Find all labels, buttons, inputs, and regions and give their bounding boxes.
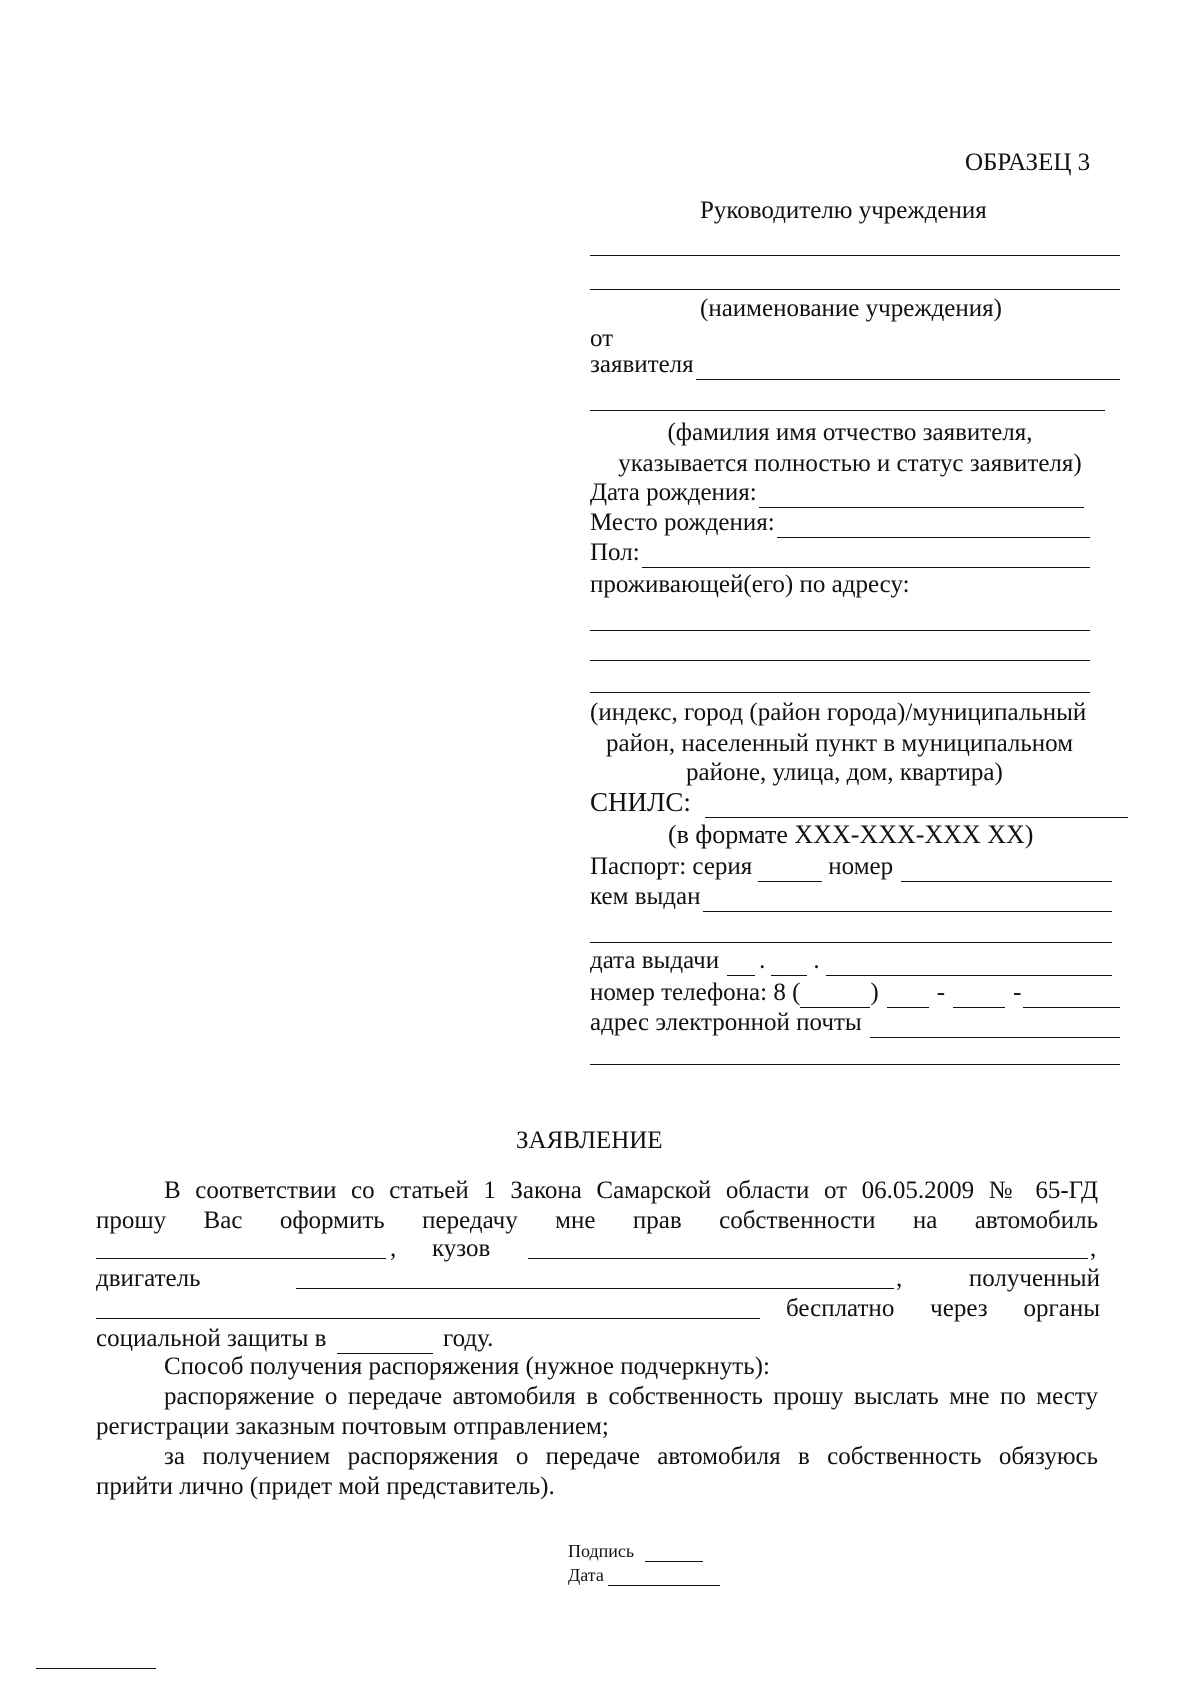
birth-place-field <box>777 515 1090 538</box>
signature-label: Подпись <box>568 1541 635 1561</box>
address-caption-2: район, населенный пункт в муниципальном <box>606 730 1074 757</box>
sex-field <box>642 545 1090 568</box>
sex-label: Пол: <box>590 539 640 566</box>
passport-number-field <box>901 859 1112 882</box>
phone-part-1-field <box>887 985 929 1008</box>
issue-date-separator: . <box>813 947 820 974</box>
year-field <box>337 1331 433 1354</box>
issue-date-row <box>590 946 1112 976</box>
issue-date-separator: . <box>759 947 766 974</box>
applicant-label: заявителя <box>590 351 694 378</box>
address-line-2 <box>590 660 1090 661</box>
issue-day-field <box>727 953 755 976</box>
vehicle-body-field <box>528 1236 1088 1259</box>
email-label: адрес электронной почты <box>590 1009 862 1036</box>
received-label: полученный <box>968 1265 1100 1292</box>
issued-by-row <box>590 882 1112 912</box>
applicant-caption-1: (фамилия имя отчество заявителя, <box>667 419 1033 446</box>
passport-number-label: номер <box>828 853 894 880</box>
snils-field <box>705 795 1128 818</box>
sex-row <box>590 538 1090 568</box>
address-line-1 <box>590 630 1090 631</box>
date-field <box>608 1569 720 1586</box>
phone-row <box>590 978 1120 1008</box>
address-caption-1: (индекс, город (район города)/муниципальный <box>590 699 1087 726</box>
birth-date-field <box>759 485 1084 508</box>
institution-line-2 <box>590 289 1120 290</box>
email-field <box>870 1015 1120 1038</box>
institution-caption: (наименование учреждения) <box>700 295 1002 322</box>
addressee-label: Руководителю учреждения <box>700 197 987 224</box>
footnote-separator <box>36 1668 156 1669</box>
social-label: социальной защиты в <box>96 1325 327 1352</box>
signature-field <box>645 1545 703 1562</box>
option-1-line-1[interactable]: распоряжение о передаче автомобиля в собственность прошу выслать мне по месту <box>164 1383 1098 1410</box>
snils-row <box>590 786 1128 818</box>
passport-series-field <box>758 859 822 882</box>
option-1-line-2[interactable]: регистрации заказным почтовым отправлением; <box>96 1413 609 1440</box>
received-field <box>96 1296 760 1319</box>
email-line-2 <box>590 1064 1120 1065</box>
comma: , <box>390 1235 397 1262</box>
vehicle-body-row <box>96 1234 1100 1264</box>
comma: , <box>896 1265 903 1292</box>
phone-label: номер телефона: 8 ( <box>590 979 801 1006</box>
phone-bracket: ) <box>870 979 879 1006</box>
issued-by-line-2 <box>590 942 1112 943</box>
from-label: от <box>590 325 614 352</box>
issued-by-field <box>703 889 1113 912</box>
body-line-2: прошу Вас оформить передачу мне прав собственности на автомобиль <box>96 1207 1098 1234</box>
statement-title: ЗАЯВЛЕНИЕ <box>516 1127 663 1154</box>
residing-label: проживающей(его) по адресу: <box>590 571 910 598</box>
applicant-field <box>696 357 1120 380</box>
option-2-line-1[interactable]: за получением распоряжения о передаче автомобиля в собственность обязуюсь <box>164 1443 1098 1470</box>
social-row <box>96 1324 493 1354</box>
birth-place-label: Место рождения: <box>590 509 775 536</box>
method-label: Способ получения распоряжения (нужное подчеркнуть): <box>164 1353 770 1380</box>
applicant-row <box>590 350 1120 380</box>
birth-date-label: Дата рождения: <box>590 479 757 506</box>
passport-series-label: Паспорт: серия <box>590 853 753 880</box>
vehicle-model-field <box>96 1236 386 1259</box>
applicant-line-2 <box>590 410 1105 411</box>
comma: , <box>1090 1235 1097 1262</box>
free-via-label: бесплатно через органы <box>786 1295 1100 1322</box>
issue-date-label: дата выдачи <box>590 947 720 974</box>
snils-label: СНИЛС: <box>590 787 691 817</box>
applicant-caption-2: указывается полностью и статус заявителя) <box>618 450 1082 477</box>
institution-line-1 <box>590 255 1120 256</box>
phone-dash: - <box>1013 979 1022 1006</box>
date-row <box>568 1564 720 1586</box>
phone-code-field <box>800 985 870 1008</box>
phone-part-3-field <box>1023 985 1120 1008</box>
address-caption-3: районе, улица, дом, квартира) <box>686 759 1003 786</box>
phone-dash: - <box>936 979 946 1006</box>
birth-date-row <box>590 478 1084 508</box>
sample-label: ОБРАЗЕЦ 3 <box>965 149 1091 176</box>
issue-year-field <box>826 953 1112 976</box>
address-line-3 <box>590 692 1090 693</box>
date-label: Дата <box>568 1565 604 1585</box>
option-2-line-2[interactable]: прийти лично (придет мой представитель). <box>96 1473 555 1500</box>
engine-field <box>296 1266 894 1289</box>
received-free-row <box>96 1294 1100 1324</box>
issued-by-label: кем выдан <box>590 883 701 910</box>
snils-format-caption: (в формате XXX-XXX-XXX XX) <box>668 820 1034 849</box>
issue-month-field <box>771 953 807 976</box>
year-suffix: году. <box>442 1325 494 1352</box>
body-line-1: В соответствии со статьей 1 Закона Самарской области от 06.05.2009 № 65-ГД <box>164 1177 1098 1204</box>
phone-part-2-field <box>953 985 1005 1008</box>
passport-row <box>590 852 1112 882</box>
email-row <box>590 1008 1120 1038</box>
engine-row <box>96 1264 1100 1294</box>
birth-place-row <box>590 508 1090 538</box>
engine-label: двигатель <box>96 1265 201 1292</box>
signature-row <box>568 1540 703 1562</box>
body-label: кузов <box>432 1235 491 1262</box>
